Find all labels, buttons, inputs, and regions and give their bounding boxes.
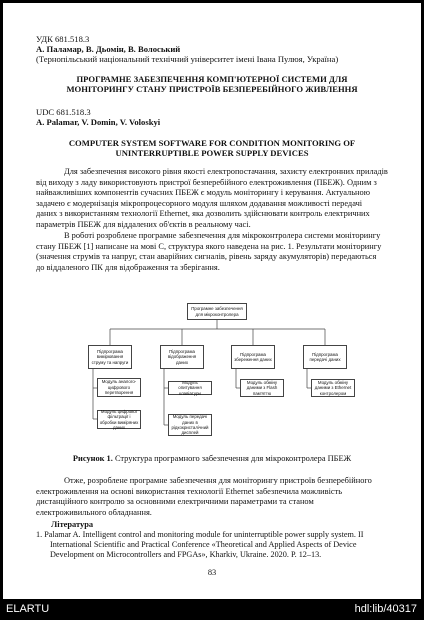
box-label: Програмне забезпечення для мікроконтролера: [191, 306, 243, 317]
text-line: дистанційного контролю за основними електричними параметрами та станом: [36, 497, 314, 507]
document-page: [3, 3, 421, 599]
footer-repository-name: ELARTU: [6, 603, 50, 615]
text-line: найважливіших компонентів сучасних ПБЕЖ є модуль моніторингу і керування. Актуальною: [36, 188, 370, 198]
caption-label: Рисунок 1.: [72, 454, 113, 463]
title-en-line2: UNINTERRUPTIBLE POWER SUPPLY DEVICES: [115, 148, 309, 158]
title-en-line1: COMPUTER SYSTEM SOFTWARE FOR CONDITION MONITORING OF: [68, 138, 356, 148]
page-number: 83: [207, 568, 217, 577]
caption-text: Структура програмного забезпечення для мікроконтролера ПБЕЖ: [112, 454, 352, 463]
text-line: до віддаленого ПК для відображення та зберігання.: [36, 262, 220, 272]
reference-item-1-line3: Development on Microcontrollers and FPGAs», Kharkiv, Ukraine. 2020. P. 12–13.: [50, 550, 322, 559]
text-line: В роботі розроблене програмне забезпечення для мікроконтролера системи моніторингу: [64, 231, 381, 240]
box-sub-display: [160, 345, 204, 369]
text-line: Для забезпечення високого рівня якості електропостачання, захисту електронних приладів: [64, 167, 388, 176]
box-root-software: [187, 303, 247, 320]
paragraph-conclusion: [36, 476, 391, 518]
box-label: Модуль передачі даних в рідкокристалічний дисплей: [171, 414, 209, 436]
box-label: Підпрограма збереження даних: [234, 351, 272, 362]
text-line: електроживильного обладнання.: [36, 507, 152, 517]
box-mod-flash: [240, 379, 284, 397]
authors-ua: А. Паламар, В. Дьомін, В. Волоський: [36, 44, 181, 54]
reference-item-1-line1: 1. Palamar A. Intelligent control and monitoring module for uninterruptible power supply system. II: [36, 530, 364, 539]
authors-en: A. Palamar, V. Domin, V. Voloskyi: [36, 117, 161, 127]
affiliation-ua: (Тернопільський національний технічний університет імені Івана Пулюя, Україна): [36, 54, 339, 64]
box-label: Підпрограма передачі даних: [309, 351, 341, 362]
figure-caption: [3, 454, 421, 464]
text-line: задачею є модернізація мікропроцесорного модуля шляхом додавання можливості передачі: [36, 198, 363, 208]
box-mod-lcd: [168, 414, 212, 436]
text-line: параметрів ПБЕЖ для віддалених об'єктів в реальному часі.: [36, 219, 251, 229]
box-sub-transfer: [303, 345, 347, 369]
text-line: від виходу з ладу використовують пристрої безперебійного електроживлення (ПБЕЖ). Одним з: [36, 177, 377, 187]
box-mod-ethernet: [311, 379, 355, 397]
udc-en: UDC 681.518.3: [36, 107, 91, 117]
box-label: Модуль аналого-цифрового перетворення: [101, 379, 137, 396]
box-sub-storage: [231, 345, 275, 369]
box-mod-keyboard: [168, 381, 212, 395]
box-sub-measurement: [88, 345, 132, 369]
box-label: Модуль обміну даними з Ethernet контролером: [314, 379, 352, 396]
box-label: Підпрограма вимірювання струму та напруги: [91, 348, 129, 365]
references-heading: Література: [51, 520, 94, 529]
box-label: Модуль обміну даними з Flash пам'яттю: [246, 379, 278, 396]
box-label: Підпрограма відображення даних: [167, 348, 197, 365]
text-line: даних з використанням технології Ethernet, яка дозволить здійснювати контроль електричних: [36, 209, 370, 219]
text-line: Отже, розроблене програмне забезпечення для моніторингу пристроїв безперебійного: [64, 476, 372, 485]
text-line: електроживлення на основі використання технології Ethernet забезпечила можливість: [36, 486, 343, 496]
footer-handle: hdl:lib/40317: [354, 603, 417, 615]
text-line: (значення струмів та напруг, стан аварійних сигналів, рівень заряду акумуляторів) передаються: [36, 252, 377, 262]
box-mod-adc: [97, 378, 141, 397]
box-label: Модуль цифрової фільтрації і обробки виміряних даних: [99, 408, 139, 430]
reference-item-1-line2: International Scientific and Practical Conference «Theoretical and Applied Aspects of Device: [50, 540, 357, 549]
box-mod-filter: [97, 410, 141, 429]
title-ua-line2: МОНІТОРИНГУ СТАНУ ПРИСТРОЇВ БЕЗПЕРЕБІЙНОГО ЖИВЛЕННЯ: [66, 84, 358, 94]
title-ua-line1: ПРОГРАМНЕ ЗАБЕЗПЕЧЕННЯ КОМП'ЮТЕРНОЇ СИСТЕМИ ДЛЯ: [76, 74, 348, 84]
box-label: Модуль опитування клавіатури: [178, 379, 202, 396]
text-line: стану ПБЕЖ [1] написане на мові С, структура якого наведена на рис. 1. Результати моніторингу: [36, 241, 382, 251]
udc-ua: УДК 681.518.3: [36, 34, 90, 44]
